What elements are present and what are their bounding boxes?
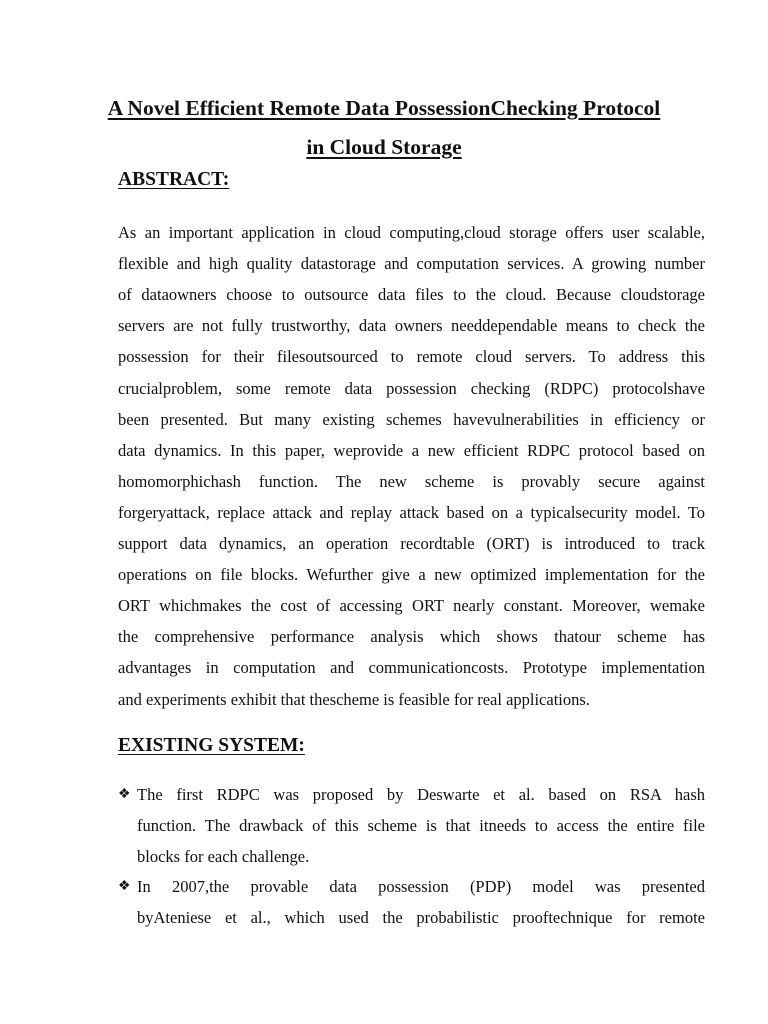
existing-system-bullet-line: The first RDPC was proposed by Deswarte et al. based on RSA hash (137, 785, 705, 804)
document-title-line-2: in Cloud Storage (306, 135, 462, 159)
abstract-line: support data dynamics, an operation recordtable (ORT) is introduced to track (118, 534, 705, 553)
abstract-line: advantages in computation and communicationcosts. Prototype implementation (118, 658, 705, 678)
existing-system-heading: EXISTING SYSTEM: (118, 735, 305, 756)
abstract-line: been presented. But many existing schemes havevulnerabilities in efficiency or (118, 409, 705, 429)
abstract-line: possession for their filesoutsourced to remote cloud servers. To address this (118, 347, 705, 367)
abstract-line: and experiments exhibit that thescheme is feasible for real applications. (118, 689, 590, 709)
abstract-line: servers are not fully trustworthy, data owners needdependable means to check the (118, 316, 705, 336)
existing-system-bullet-line: byAteniese et al., which used the probabilistic prooftechnique for remote (137, 908, 705, 928)
abstract-line: ORT whichmakes the cost of accessing ORT nearly constant. Moreover, wemake (118, 596, 705, 616)
bullet-diamond-icon: ❖ (118, 879, 131, 895)
abstract-heading: ABSTRACT: (118, 169, 230, 190)
existing-system-bullet-line: In 2007,the provable data possession (PDP) model was presented (137, 877, 705, 897)
existing-system-bullet-line: function. The drawback of this scheme is that itneeds to access the entire file (137, 815, 705, 835)
abstract-line: As an important application in cloud computing,cloud storage offers user scalable, (118, 223, 705, 242)
bullet-diamond-icon: ❖ (118, 787, 131, 802)
abstract-line: flexible and high quality datastorage and computation services. A growing number (118, 254, 705, 274)
document-title-line-1: A Novel Efficient Remote Data PossessionChecking Protocol (107, 96, 661, 120)
abstract-line: crucialproblem, some remote data possession checking (RDPC) protocolshave (118, 378, 705, 398)
abstract-line: of dataowners choose to outsource data files to the cloud. Because cloudstorage (118, 285, 705, 305)
abstract-line: forgeryattack, replace attack and replay attack based on a typicalsecurity model. To (118, 502, 705, 522)
existing-system-bullet-line: blocks for each challenge. (137, 846, 310, 866)
abstract-line: operations on file blocks. Wefurther give a new optimized implementation for the (118, 565, 705, 585)
abstract-line: data dynamics. In this paper, weprovide a new efficient RDPC protocol based on (118, 440, 705, 460)
abstract-line: the comprehensive performance analysis which shows thatour scheme has (118, 627, 705, 647)
abstract-line: homomorphichash function. The new scheme is provably secure against (118, 471, 705, 491)
